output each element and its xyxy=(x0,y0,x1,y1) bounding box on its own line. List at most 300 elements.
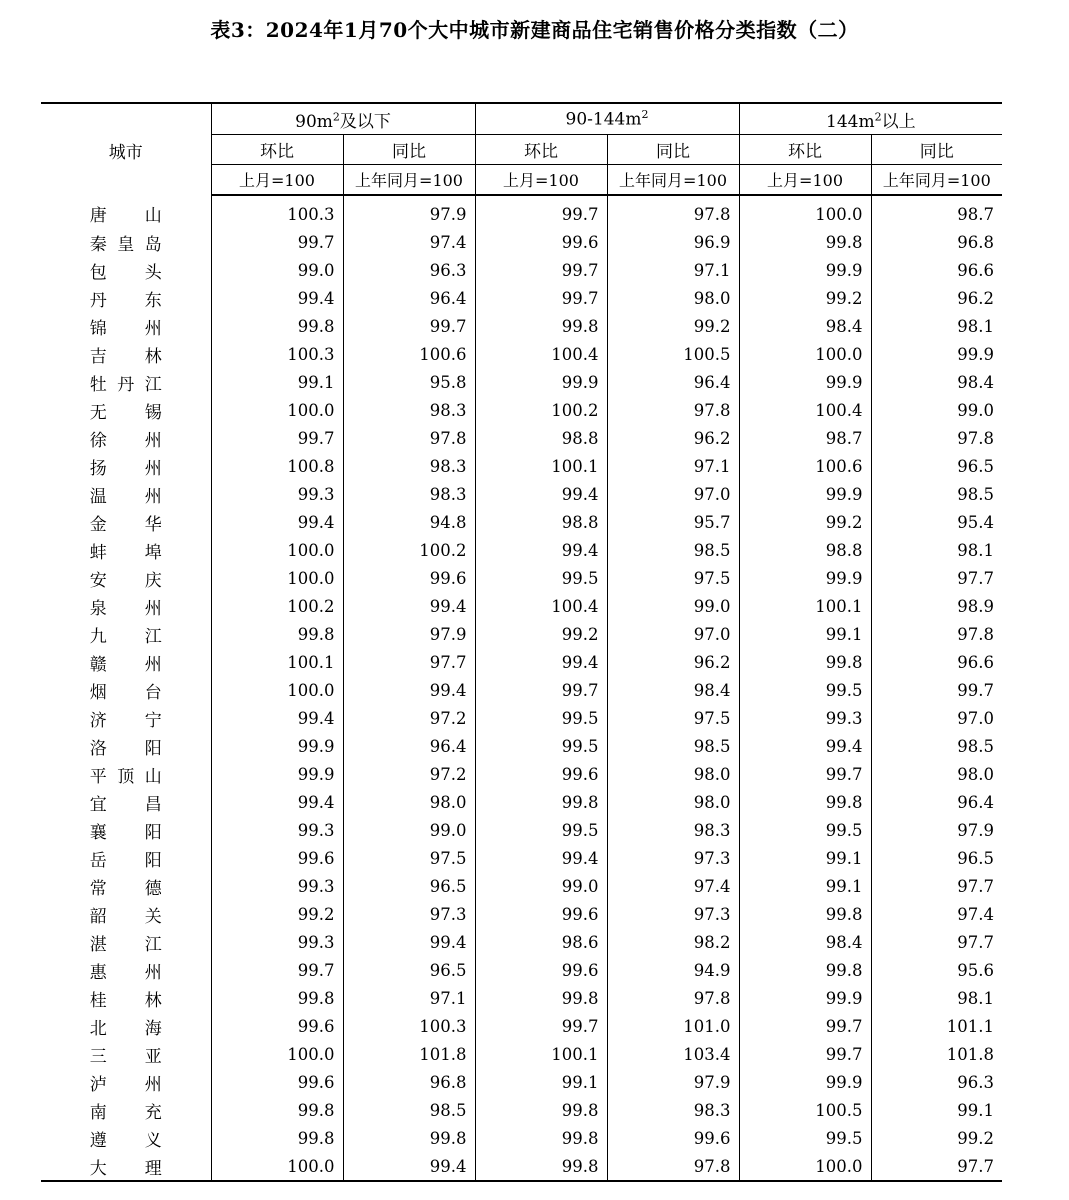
index-value-cell: 96.5 xyxy=(343,872,475,900)
table-row xyxy=(41,424,1002,452)
table-row xyxy=(41,284,1002,312)
index-value-cell: 97.9 xyxy=(871,816,1002,844)
index-value-cell: 99.8 xyxy=(739,648,871,676)
index-value-cell: 98.3 xyxy=(343,452,475,480)
table-row xyxy=(41,1124,1002,1152)
city-name: 吉林 xyxy=(89,346,162,367)
index-value-cell: 100.0 xyxy=(211,1040,343,1068)
index-value-cell: 99.8 xyxy=(475,984,607,1012)
table-row xyxy=(41,368,1002,396)
index-value-cell: 99.2 xyxy=(871,1124,1002,1152)
index-value-cell: 99.7 xyxy=(475,256,607,284)
index-value-cell: 97.4 xyxy=(343,228,475,256)
index-value-cell: 100.2 xyxy=(211,592,343,620)
city-cell xyxy=(41,228,211,256)
index-value-cell: 97.1 xyxy=(607,452,739,480)
index-value-cell: 99.5 xyxy=(739,676,871,704)
index-value-cell: 99.8 xyxy=(739,956,871,984)
city-cell xyxy=(41,788,211,816)
sub-header-yoy: 同比 xyxy=(871,135,1002,165)
index-value-cell: 97.0 xyxy=(607,480,739,508)
city-cell xyxy=(41,1068,211,1096)
table-row xyxy=(41,676,1002,704)
index-value-cell: 96.4 xyxy=(871,788,1002,816)
index-value-cell: 99.1 xyxy=(475,1068,607,1096)
index-value-cell: 98.6 xyxy=(475,928,607,956)
index-value-cell: 99.0 xyxy=(607,592,739,620)
index-value-cell: 99.7 xyxy=(211,228,343,256)
index-value-cell: 99.4 xyxy=(475,536,607,564)
city-name: 秦皇岛 xyxy=(89,234,162,255)
index-value-cell: 99.4 xyxy=(475,480,607,508)
city-name: 金华 xyxy=(89,514,162,535)
index-value-cell: 98.0 xyxy=(607,284,739,312)
sub-header-yoy: 同比 xyxy=(607,135,739,165)
city-cell xyxy=(41,340,211,368)
index-value-cell: 96.5 xyxy=(871,844,1002,872)
index-value-cell: 98.5 xyxy=(871,480,1002,508)
index-value-cell: 98.3 xyxy=(343,480,475,508)
index-value-cell: 99.3 xyxy=(211,816,343,844)
index-value-cell: 96.3 xyxy=(343,256,475,284)
index-value-cell: 100.3 xyxy=(211,195,343,228)
table-row xyxy=(41,900,1002,928)
city-name: 丹东 xyxy=(89,290,162,311)
index-value-cell: 97.8 xyxy=(343,424,475,452)
index-value-cell: 97.7 xyxy=(871,1152,1002,1181)
table-row xyxy=(41,396,1002,424)
index-value-cell: 99.7 xyxy=(475,284,607,312)
index-value-cell: 99.1 xyxy=(739,844,871,872)
index-value-cell: 99.7 xyxy=(739,1040,871,1068)
table-row xyxy=(41,648,1002,676)
table-row xyxy=(41,228,1002,256)
index-value-cell: 98.5 xyxy=(871,732,1002,760)
city-name: 三亚 xyxy=(89,1046,162,1067)
index-value-cell: 98.4 xyxy=(739,312,871,340)
index-value-cell: 99.9 xyxy=(739,1068,871,1096)
city-name: 九江 xyxy=(89,626,162,647)
index-value-cell: 99.6 xyxy=(475,228,607,256)
index-value-cell: 94.9 xyxy=(607,956,739,984)
index-value-cell: 99.8 xyxy=(475,1152,607,1181)
index-value-cell: 99.8 xyxy=(475,1124,607,1152)
table-row xyxy=(41,1012,1002,1040)
table-row xyxy=(41,872,1002,900)
base-header: 上年同月=100 xyxy=(343,165,475,196)
index-value-cell: 99.3 xyxy=(739,704,871,732)
index-value-cell: 97.4 xyxy=(871,900,1002,928)
index-value-cell: 99.6 xyxy=(607,1124,739,1152)
table-row xyxy=(41,536,1002,564)
index-value-cell: 97.8 xyxy=(607,195,739,228)
index-value-cell: 97.5 xyxy=(607,564,739,592)
base-header: 上月=100 xyxy=(211,165,343,196)
base-header: 上年同月=100 xyxy=(871,165,1002,196)
city-cell xyxy=(41,844,211,872)
index-value-cell: 96.6 xyxy=(871,256,1002,284)
index-value-cell: 99.4 xyxy=(343,928,475,956)
index-value-cell: 99.8 xyxy=(211,312,343,340)
index-value-cell: 99.9 xyxy=(211,760,343,788)
base-header: 上月=100 xyxy=(739,165,871,196)
index-value-cell: 100.6 xyxy=(739,452,871,480)
index-value-cell: 98.4 xyxy=(871,368,1002,396)
index-value-cell: 99.0 xyxy=(211,256,343,284)
index-value-cell: 99.7 xyxy=(475,195,607,228)
index-value-cell: 98.9 xyxy=(871,592,1002,620)
base-header: 上月=100 xyxy=(475,165,607,196)
city-cell xyxy=(41,480,211,508)
index-value-cell: 99.4 xyxy=(739,732,871,760)
city-name: 安庆 xyxy=(89,570,162,591)
index-value-cell: 99.7 xyxy=(211,424,343,452)
index-value-cell: 97.9 xyxy=(343,620,475,648)
index-value-cell: 98.5 xyxy=(607,732,739,760)
index-value-cell: 99.3 xyxy=(211,928,343,956)
index-value-cell: 100.0 xyxy=(739,1152,871,1181)
index-value-cell: 95.4 xyxy=(871,508,1002,536)
index-value-cell: 99.7 xyxy=(871,676,1002,704)
index-value-cell: 99.5 xyxy=(475,564,607,592)
city-name: 温州 xyxy=(89,486,162,507)
index-value-cell: 100.1 xyxy=(475,452,607,480)
table-row xyxy=(41,984,1002,1012)
index-value-cell: 98.7 xyxy=(739,424,871,452)
index-value-cell: 98.0 xyxy=(607,760,739,788)
index-value-cell: 95.6 xyxy=(871,956,1002,984)
city-name: 北海 xyxy=(89,1018,162,1039)
index-value-cell: 99.4 xyxy=(211,788,343,816)
index-value-cell: 99.7 xyxy=(475,676,607,704)
city-name: 洛阳 xyxy=(89,738,162,759)
index-value-cell: 98.0 xyxy=(607,788,739,816)
city-cell xyxy=(41,312,211,340)
index-value-cell: 100.4 xyxy=(475,340,607,368)
index-value-cell: 99.7 xyxy=(475,1012,607,1040)
index-value-cell: 94.8 xyxy=(343,508,475,536)
index-value-cell: 100.4 xyxy=(475,592,607,620)
index-value-cell: 99.6 xyxy=(475,956,607,984)
city-cell xyxy=(41,648,211,676)
index-value-cell: 100.8 xyxy=(211,452,343,480)
table-row xyxy=(41,195,1002,228)
table-row xyxy=(41,620,1002,648)
index-value-cell: 99.5 xyxy=(739,1124,871,1152)
index-value-cell: 96.5 xyxy=(871,452,1002,480)
index-value-cell: 97.8 xyxy=(871,424,1002,452)
city-column-header: 城市 xyxy=(41,103,211,195)
index-value-cell: 99.5 xyxy=(475,704,607,732)
index-value-cell: 100.2 xyxy=(343,536,475,564)
index-value-cell: 99.9 xyxy=(739,480,871,508)
index-value-cell: 99.4 xyxy=(475,844,607,872)
index-value-cell: 99.9 xyxy=(211,732,343,760)
index-value-cell: 95.7 xyxy=(607,508,739,536)
index-value-cell: 99.8 xyxy=(475,788,607,816)
index-value-cell: 96.4 xyxy=(343,284,475,312)
index-value-cell: 100.3 xyxy=(211,340,343,368)
table-body xyxy=(41,195,1002,1181)
index-value-cell: 97.0 xyxy=(871,704,1002,732)
index-value-cell: 100.5 xyxy=(739,1096,871,1124)
index-value-cell: 100.0 xyxy=(211,676,343,704)
index-value-cell: 99.9 xyxy=(739,368,871,396)
index-value-cell: 99.8 xyxy=(211,1096,343,1124)
index-value-cell: 99.7 xyxy=(739,1012,871,1040)
index-value-cell: 99.4 xyxy=(211,284,343,312)
table-row xyxy=(41,312,1002,340)
index-value-cell: 98.0 xyxy=(871,760,1002,788)
city-name: 泸州 xyxy=(89,1074,162,1095)
city-name: 平顶山 xyxy=(89,766,162,787)
city-name: 襄阳 xyxy=(89,822,162,843)
index-value-cell: 99.8 xyxy=(211,984,343,1012)
city-cell xyxy=(41,1040,211,1068)
index-value-cell: 98.1 xyxy=(871,312,1002,340)
index-value-cell: 99.8 xyxy=(211,1124,343,1152)
index-value-cell: 99.2 xyxy=(739,508,871,536)
index-value-cell: 98.1 xyxy=(871,536,1002,564)
index-value-cell: 96.4 xyxy=(343,732,475,760)
index-value-cell: 99.9 xyxy=(739,984,871,1012)
price-index-table xyxy=(41,102,1002,1182)
city-cell xyxy=(41,984,211,1012)
city-name: 锦州 xyxy=(89,318,162,339)
index-value-cell: 99.8 xyxy=(739,788,871,816)
city-name: 无锡 xyxy=(89,402,162,423)
city-name: 赣州 xyxy=(89,654,162,675)
index-value-cell: 98.1 xyxy=(871,984,1002,1012)
index-value-cell: 99.8 xyxy=(343,1124,475,1152)
index-value-cell: 97.3 xyxy=(607,900,739,928)
index-value-cell: 99.4 xyxy=(343,676,475,704)
city-cell xyxy=(41,256,211,284)
city-cell xyxy=(41,564,211,592)
group-header-large: $144m^2$以上 xyxy=(739,103,1002,135)
table-row xyxy=(41,256,1002,284)
index-value-cell: 97.9 xyxy=(343,195,475,228)
index-value-cell: 101.8 xyxy=(871,1040,1002,1068)
index-value-cell: 99.6 xyxy=(211,1068,343,1096)
index-value-cell: 97.2 xyxy=(343,760,475,788)
index-value-cell: 98.8 xyxy=(739,536,871,564)
index-value-cell: 99.5 xyxy=(739,816,871,844)
group-header-small: $90m^2$及以下 xyxy=(211,103,475,135)
index-value-cell: 97.2 xyxy=(343,704,475,732)
index-value-cell: 96.9 xyxy=(607,228,739,256)
index-value-cell: 96.2 xyxy=(607,648,739,676)
index-value-cell: 98.3 xyxy=(343,396,475,424)
table-row xyxy=(41,956,1002,984)
city-name: 泉州 xyxy=(89,598,162,619)
city-name: 济宁 xyxy=(89,710,162,731)
index-value-cell: 96.6 xyxy=(871,648,1002,676)
index-value-cell: 99.8 xyxy=(475,312,607,340)
index-value-cell: 100.0 xyxy=(211,1152,343,1181)
sub-header-mom: 环比 xyxy=(211,135,343,165)
city-cell xyxy=(41,816,211,844)
city-cell xyxy=(41,1152,211,1181)
index-value-cell: 99.1 xyxy=(739,620,871,648)
index-value-cell: 99.8 xyxy=(739,228,871,256)
index-value-cell: 98.3 xyxy=(607,816,739,844)
table-row xyxy=(41,760,1002,788)
group-header-medium: $90-144m^2$ xyxy=(475,103,739,135)
city-name: 湛江 xyxy=(89,934,162,955)
city-cell xyxy=(41,424,211,452)
index-value-cell: 99.1 xyxy=(871,1096,1002,1124)
table-row xyxy=(41,816,1002,844)
index-value-cell: 99.4 xyxy=(475,648,607,676)
city-cell xyxy=(41,900,211,928)
index-value-cell: 99.2 xyxy=(739,284,871,312)
index-value-cell: 99.6 xyxy=(475,900,607,928)
table-row xyxy=(41,1152,1002,1181)
index-value-cell: 98.4 xyxy=(607,676,739,704)
index-value-cell: 99.2 xyxy=(607,312,739,340)
index-value-cell: 100.0 xyxy=(739,195,871,228)
city-cell xyxy=(41,195,211,228)
city-name: 岳阳 xyxy=(89,850,162,871)
index-value-cell: 96.8 xyxy=(343,1068,475,1096)
index-value-cell: 99.0 xyxy=(343,816,475,844)
table-row xyxy=(41,1068,1002,1096)
index-value-cell: 99.7 xyxy=(739,760,871,788)
index-value-cell: 96.4 xyxy=(607,368,739,396)
index-value-cell: 98.8 xyxy=(475,508,607,536)
index-value-cell: 97.4 xyxy=(607,872,739,900)
index-value-cell: 96.3 xyxy=(871,1068,1002,1096)
city-name: 包头 xyxy=(89,262,162,283)
index-value-cell: 99.9 xyxy=(739,564,871,592)
index-value-cell: 99.0 xyxy=(475,872,607,900)
city-cell xyxy=(41,508,211,536)
index-value-cell: 99.6 xyxy=(211,1012,343,1040)
index-value-cell: 99.9 xyxy=(739,256,871,284)
city-name: 扬州 xyxy=(89,458,162,479)
city-cell xyxy=(41,452,211,480)
index-value-cell: 99.4 xyxy=(211,508,343,536)
index-value-cell: 99.8 xyxy=(211,620,343,648)
index-value-cell: 100.0 xyxy=(211,396,343,424)
city-cell xyxy=(41,396,211,424)
index-value-cell: 97.3 xyxy=(607,844,739,872)
index-value-cell: 98.5 xyxy=(607,536,739,564)
index-value-cell: 97.0 xyxy=(607,620,739,648)
index-value-cell: 99.2 xyxy=(475,620,607,648)
index-value-cell: 99.7 xyxy=(343,312,475,340)
city-cell xyxy=(41,1012,211,1040)
index-value-cell: 100.1 xyxy=(475,1040,607,1068)
index-value-cell: 97.5 xyxy=(343,844,475,872)
index-value-cell: 99.6 xyxy=(343,564,475,592)
city-cell xyxy=(41,620,211,648)
city-name: 遵义 xyxy=(89,1130,162,1151)
index-value-cell: 100.5 xyxy=(607,340,739,368)
city-name: 烟台 xyxy=(89,682,162,703)
table-row xyxy=(41,788,1002,816)
city-cell xyxy=(41,956,211,984)
table-row xyxy=(41,508,1002,536)
city-cell xyxy=(41,592,211,620)
index-value-cell: 99.3 xyxy=(211,872,343,900)
sub-header-mom: 环比 xyxy=(475,135,607,165)
index-value-cell: 97.8 xyxy=(871,620,1002,648)
page-title: 表3：2024年1月70个大中城市新建商品住宅销售价格分类指数（二） xyxy=(210,18,859,42)
table-row xyxy=(41,340,1002,368)
index-value-cell: 99.1 xyxy=(739,872,871,900)
table-row xyxy=(41,928,1002,956)
city-cell xyxy=(41,704,211,732)
index-value-cell: 97.1 xyxy=(607,256,739,284)
index-value-cell: 97.3 xyxy=(343,900,475,928)
index-value-cell: 95.8 xyxy=(343,368,475,396)
index-value-cell: 99.1 xyxy=(211,368,343,396)
index-value-cell: 97.1 xyxy=(343,984,475,1012)
city-cell xyxy=(41,1096,211,1124)
index-value-cell: 99.8 xyxy=(475,1096,607,1124)
city-name: 大理 xyxy=(89,1158,162,1179)
index-value-cell: 97.8 xyxy=(607,984,739,1012)
index-value-cell: 98.3 xyxy=(607,1096,739,1124)
city-name: 南充 xyxy=(89,1102,162,1123)
index-value-cell: 98.5 xyxy=(343,1096,475,1124)
index-value-cell: 97.7 xyxy=(343,648,475,676)
index-value-cell: 99.7 xyxy=(211,956,343,984)
table-row xyxy=(41,592,1002,620)
index-value-cell: 98.4 xyxy=(739,928,871,956)
index-value-cell: 96.5 xyxy=(343,956,475,984)
table-row xyxy=(41,564,1002,592)
index-value-cell: 96.2 xyxy=(607,424,739,452)
index-value-cell: 99.0 xyxy=(871,396,1002,424)
index-value-cell: 101.0 xyxy=(607,1012,739,1040)
index-value-cell: 100.0 xyxy=(211,536,343,564)
index-value-cell: 103.4 xyxy=(607,1040,739,1068)
index-value-cell: 100.1 xyxy=(211,648,343,676)
index-value-cell: 99.9 xyxy=(475,368,607,396)
table-row xyxy=(41,1040,1002,1068)
index-value-cell: 100.2 xyxy=(475,396,607,424)
city-cell xyxy=(41,732,211,760)
index-value-cell: 98.8 xyxy=(475,424,607,452)
table-row xyxy=(41,704,1002,732)
index-value-cell: 100.4 xyxy=(739,396,871,424)
index-value-cell: 99.5 xyxy=(475,732,607,760)
table-row xyxy=(41,480,1002,508)
index-value-cell: 98.7 xyxy=(871,195,1002,228)
city-cell xyxy=(41,536,211,564)
table-row xyxy=(41,844,1002,872)
index-value-cell: 99.9 xyxy=(871,340,1002,368)
sub-header-mom: 环比 xyxy=(739,135,871,165)
city-cell xyxy=(41,760,211,788)
index-value-cell: 97.8 xyxy=(607,396,739,424)
city-name: 韶关 xyxy=(89,906,162,927)
index-value-cell: 98.0 xyxy=(343,788,475,816)
city-name: 常德 xyxy=(89,878,162,899)
index-value-cell: 99.4 xyxy=(343,592,475,620)
index-value-cell: 101.8 xyxy=(343,1040,475,1068)
table-row xyxy=(41,1096,1002,1124)
city-name: 唐山 xyxy=(89,206,162,226)
index-value-cell: 99.3 xyxy=(211,480,343,508)
index-value-cell: 96.2 xyxy=(871,284,1002,312)
index-value-cell: 97.8 xyxy=(607,1152,739,1181)
city-name: 牡丹江 xyxy=(89,374,162,395)
index-value-cell: 100.0 xyxy=(211,564,343,592)
